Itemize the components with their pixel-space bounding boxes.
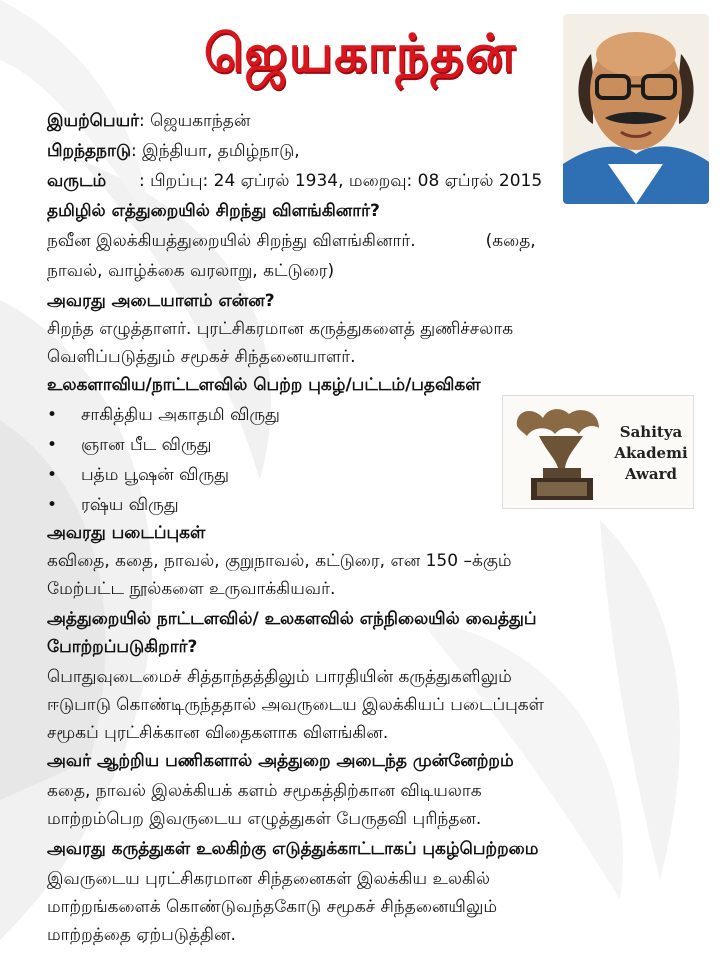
honor-answer-1: பொதுவுடைமைச் சித்தாந்தத்திலும் பாரதியின் கருத்துகளிலும்: [47, 667, 512, 687]
page-title: ஜெயகாந்தன்: [203, 24, 517, 84]
fame-answer-2: மாற்றங்களைக் கொண்டுவந்தகோடு சமூகச் சிந்தனையிலும்: [47, 897, 498, 917]
identity-answer-2: வெளிப்படுத்தும் சமூகச் சிந்தனையாளர்.: [47, 347, 356, 367]
award-label: பத்ம பூஷன் விருது: [81, 465, 229, 485]
birthplace-label: பிறந்தநாடு: [47, 141, 132, 161]
author-portrait: [563, 14, 709, 204]
realname-label: இயற்பெயர்: [47, 111, 140, 131]
honor-question-2: போற்றப்படுகிறார்?: [47, 637, 198, 657]
birthplace-value: : இந்தியா, தமிழ்நாடு,: [131, 141, 300, 161]
bullet: •: [47, 435, 58, 455]
year-row: [47, 170, 542, 192]
fame-answer-3: மாற்றத்தை ஏற்படுத்தின.: [47, 925, 236, 945]
award-caption-line-2: Akademi: [614, 444, 688, 462]
honor-answer-3: சமூகப் புரட்சிக்கான விதைகளாக விளங்கின.: [47, 723, 389, 743]
fame-question: அவரது கருத்துகள் உலகிற்கு எடுத்துக்காட்டாகப் புகழ்பெற்றமை: [47, 839, 539, 859]
progress-answer-2: மாற்றம்பெற இவருடைய எழுத்துகள் பேருதவி புரிந்தன.: [47, 809, 482, 829]
award-caption-line-3: Award: [624, 465, 678, 483]
field-answer-1b: (கதை,: [485, 231, 536, 251]
identity-question: அவரது அடையாளம் என்ன?: [47, 291, 275, 311]
award-caption: [609, 422, 693, 485]
works-answer-2: மேற்பட்ட நூல்களை உருவாக்கியவர்.: [47, 579, 336, 599]
progress-question: அவர் ஆற்றிய பணிகளால் அத்துறை அடைந்த முன்னேற்றம்: [47, 751, 514, 771]
realname-row: [47, 110, 250, 132]
award-item: [47, 494, 179, 516]
awards-question: உலகளாவிய/நாட்டளவில் பெற்ற புகழ்/பட்டம்/பதவிகள்: [47, 375, 481, 395]
honor-question-1: அத்துறையில் நாட்டளவில்/ உலகளவில் எந்நிலையில் வைத்துப்: [47, 609, 537, 629]
works-question: அவரது படைப்புகள்: [47, 523, 206, 543]
bullet: •: [47, 495, 58, 515]
sahitya-akademi-award-image: [502, 395, 694, 509]
award-label: ரஷ்ய விருது: [81, 495, 179, 515]
honor-answer-2: ஈடுபாடு கொண்டிருந்ததால் அவருடைய இலக்கியப் படைப்புகள்: [47, 695, 545, 715]
award-item: [47, 464, 229, 486]
field-answer-2: நாவல், வாழ்க்கை வரலாறு, கட்டுரை): [47, 261, 335, 281]
realname-value: : ஜெயகாந்தன்: [139, 111, 251, 131]
bullet: •: [47, 405, 58, 425]
identity-answer-1: சிறந்த எழுத்தாளர். புரட்சிகரமான கருத்துகளைத் துணிச்சலாக: [47, 319, 514, 339]
field-answer-1: [47, 230, 536, 252]
year-value: : பிறப்பு: 24 ஏப்ரல் 1934, மறைவு: 08 ஏப்ரல் 2015: [139, 171, 543, 191]
year-label: வருடம்: [47, 171, 107, 191]
award-label: சாகித்திய அகாதமி விருது: [81, 405, 280, 425]
award-item: [47, 434, 211, 456]
birthplace-row: [47, 140, 300, 162]
progress-answer-1: கதை, நாவல் இலக்கியக் களம் சமூகத்திற்கான விடியலாக: [47, 781, 482, 801]
award-label: ஞான பீட விருது: [81, 435, 212, 455]
field-answer-1a: நவீன இலக்கியத்துறையில் சிறந்து விளங்கினார்.: [47, 231, 416, 251]
field-question: தமிழில் எத்துறையில் சிறந்து விளங்கினார்?: [47, 201, 380, 221]
bullet: •: [47, 465, 58, 485]
award-caption-line-1: Sahitya: [619, 423, 683, 441]
works-answer-1: கவிதை, கதை, நாவல், குறுநாவல், கட்டுரை, என 150 –க்கும்: [47, 551, 512, 571]
award-item: [47, 404, 280, 426]
fame-answer-1: இவருடைய புரட்சிகரமான சிந்தனைகள் இலக்கிய உலகில்: [47, 869, 491, 889]
